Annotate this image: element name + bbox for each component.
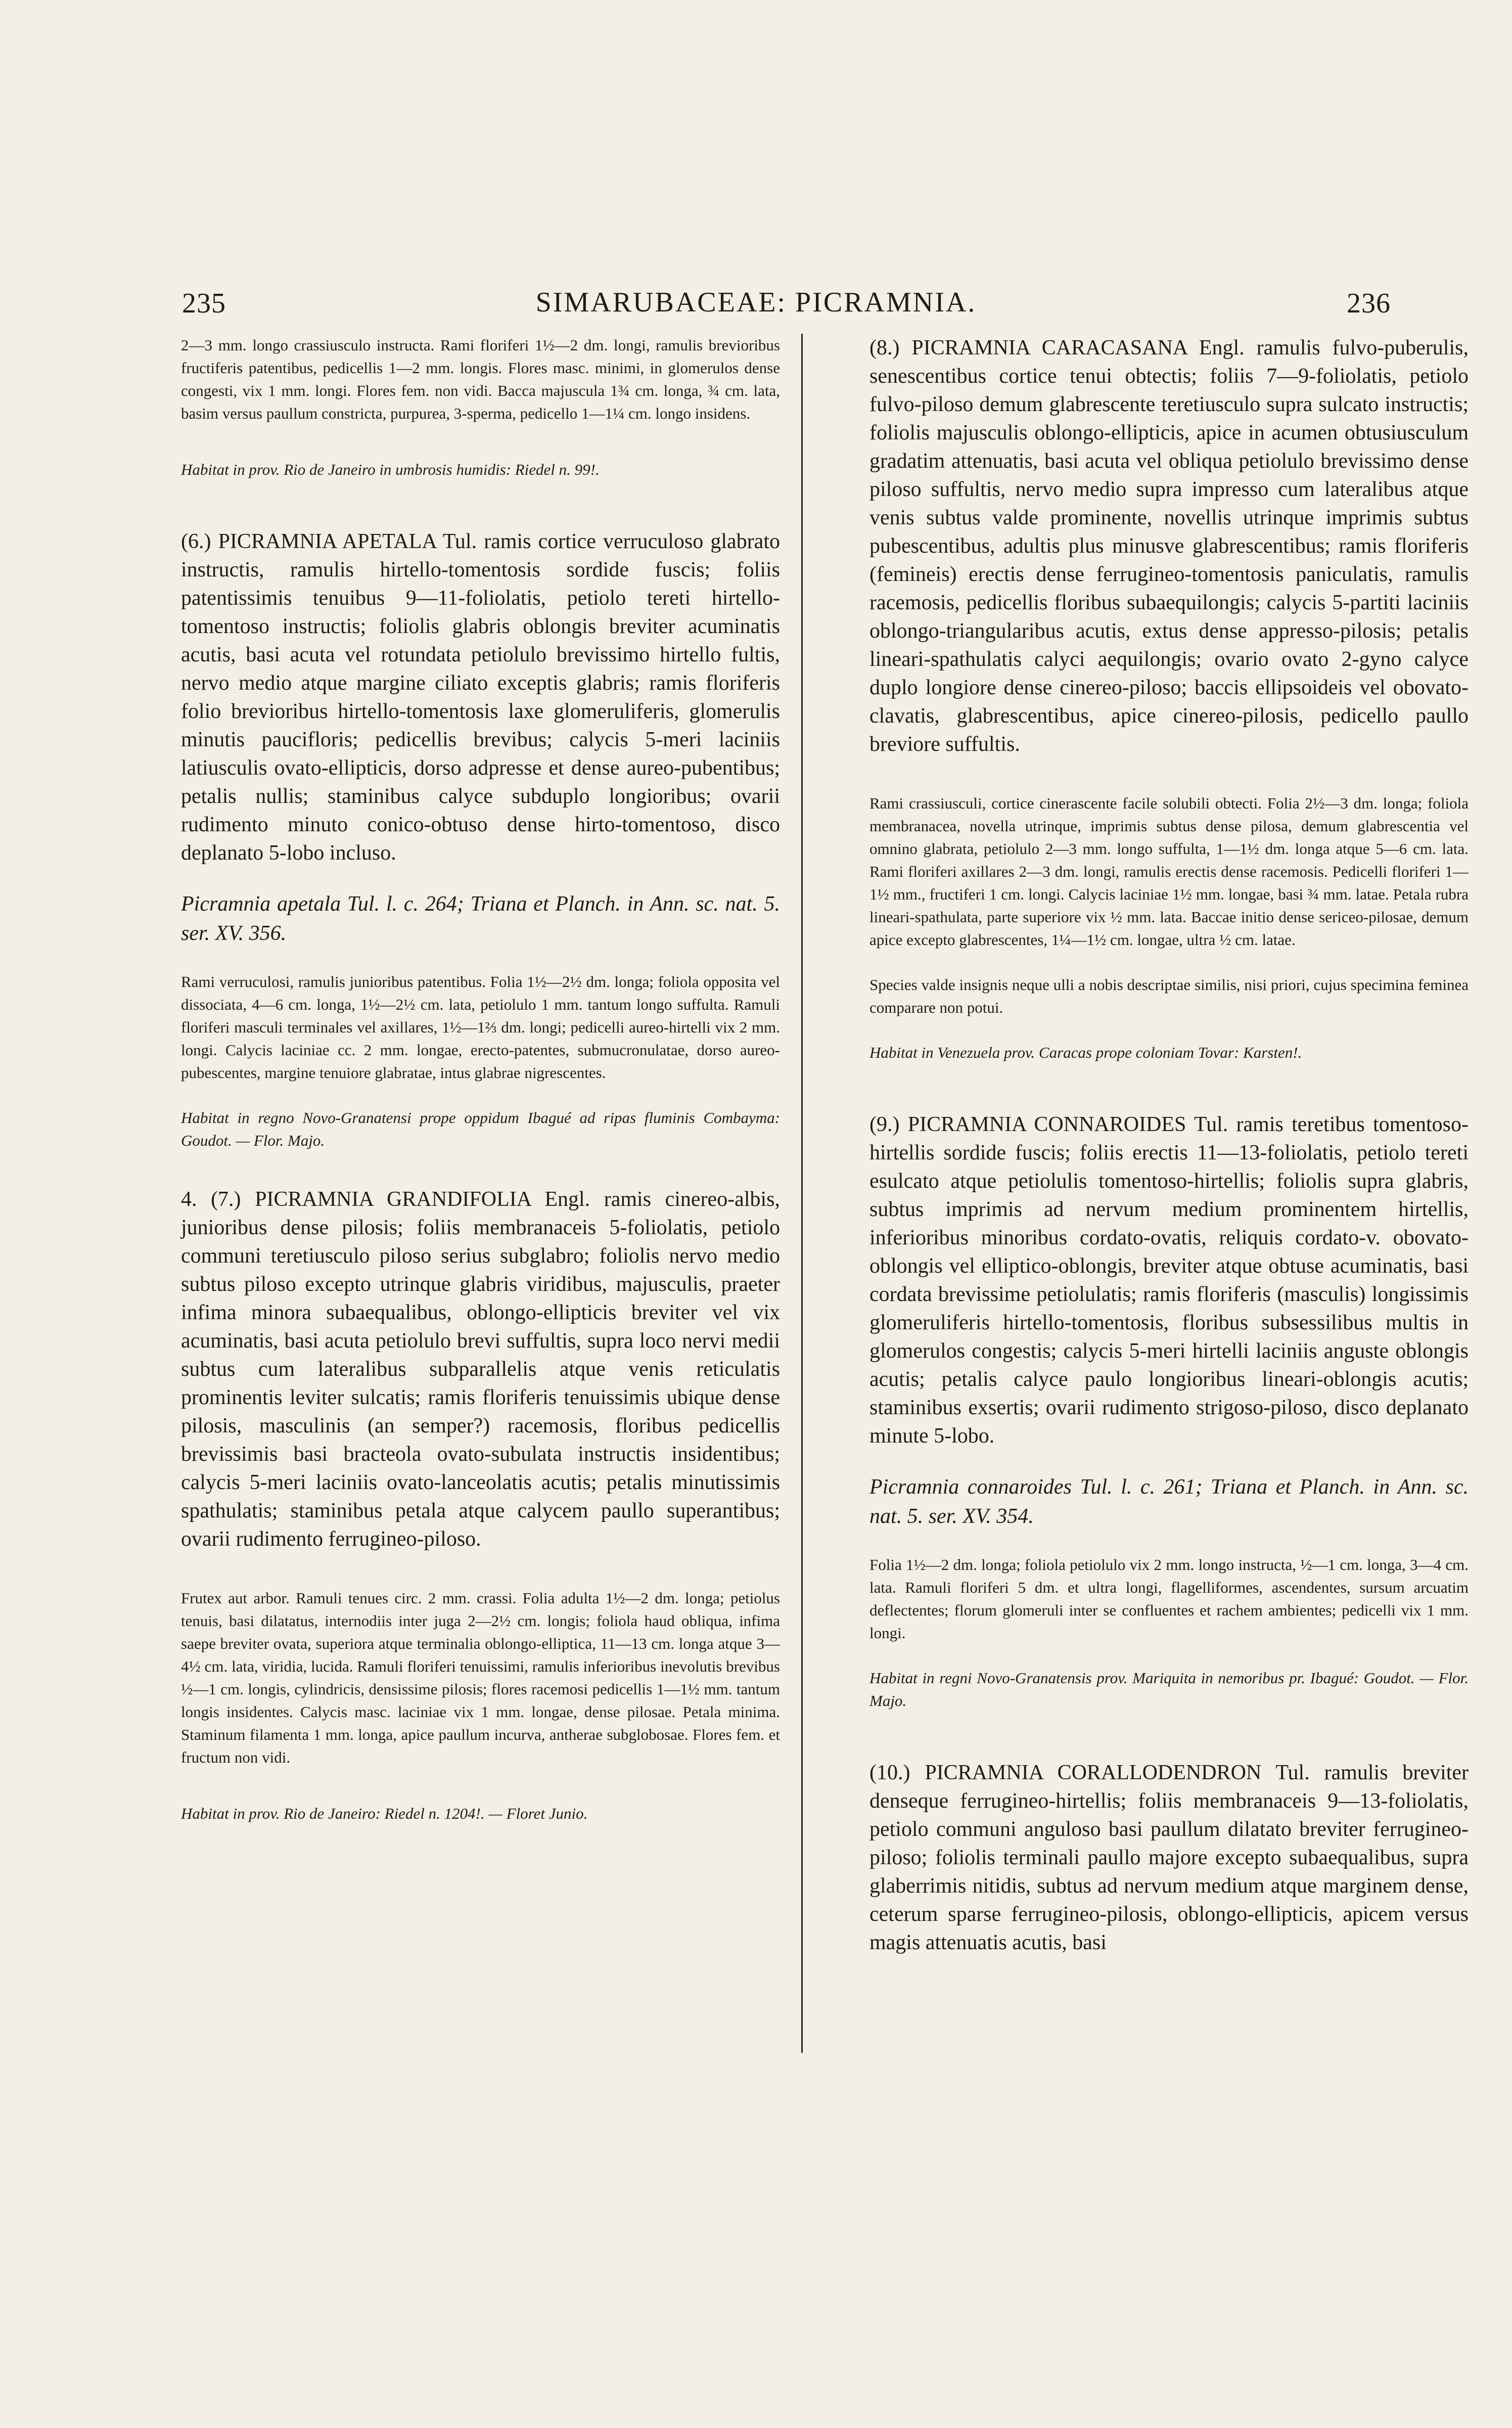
left-column <box>181 334 780 1825</box>
description-continued: 2—3 mm. longo crassiusculo instructa. Rami floriferi 1½—2 dm. longi, ramulis brevioribus fructiferis patentibus, pedicellis 1—2 mm. longis. Flores masc. minimi, in glomerulos dense congesti, vix 1 mm. longi. Flores fem. non vidi. Bacca majuscula 1¾ cm. longa, ¾ cm. lata, basim versus paullum constricta, purpurea, 3-sperma, pedicello 1—1¼ cm. longo insidens. <box>181 336 780 422</box>
right-column <box>869 334 1469 1957</box>
species-entry-corallodendron: (10.) PICRAMNIA CORALLODENDRON Tul. ramulis breviter denseque ferrugineo-hirtellis; foliis membranaceis 9—13-foliolatis, petiolo communi anguloso basi paullum dilatato breviter ferrugineo-piloso; foliolis terminali paullo majore excepto subaequalibus, supra glaberrimis nitidis, subtus ad nervum medium atque marginem dense, ceterum sparse ferrugineo-pilosis, oblongo-ellipticis, apicem versus magis attenuatis acutis, basi <box>869 1761 1469 1954</box>
description-paragraph: Rami crassiusculi, cortice cinerascente facile solubili obtecti. Folia 2½—3 dm. longa; foliola membranacea, novella utrinque, imprimis subtus dense pilosa, demum glabrescentia vel omnino glabrata, petiolulo 2—3 mm. longo suffulta, 1—1½ dm. longa atque 5—6 cm. lata. Rami floriferi axillares 2—3 dm. longi, ramulis erectis dense racemosis. Pedicelli floriferi 1—1½ mm., fructiferi 1 cm. longi. Calycis laciniae 1½ mm. longae, basi ¾ mm. latae. Petala rubra lineari-spathulata, parte superiore vix ½ mm. lata. Baccae initio dense sericeo-pilosae, demum apice excepto glabrescentes, 1¼—1½ cm. longae, ultra ½ cm. latae. <box>869 794 1469 949</box>
habitat-note: Habitat in prov. Rio de Janeiro in umbrosis humidis: Riedel n. 99!. <box>181 461 600 478</box>
description-paragraph: Folia 1½—2 dm. longa; foliola petiolulo vix 2 mm. longo instructa, ½—1 cm. longa, 3—4 cm. lata. Ramuli floriferi 5 dm. et ultra longi, flagelliformes, ascendentes, sursum arcuatim deflectentes; florum glomeruli inter se confluentes et rachem ambientes; pedicelli vix 1 mm. longi. <box>869 1556 1469 1642</box>
citation: Picramnia connaroides Tul. l. c. 261; Triana et Planch. in Ann. sc. nat. 5. ser. XV. 354. <box>869 1475 1469 1528</box>
remark-paragraph: Species valde insignis neque ulli a nobis descriptae similis, nisi priori, cujus specimina feminea comparare non potui. <box>869 976 1469 1016</box>
habitat-note: Habitat in prov. Rio de Janeiro: Riedel n. 1204!. — Floret Junio. <box>181 1805 588 1822</box>
species-entry-connaroides: (9.) PICRAMNIA CONNAROIDES Tul. ramis teretibus tomentoso-hirtellis sordide fuscis; foliis erectis 11—13-foliolatis, petiolo tereti esulcato atque petiolulis tomentoso-hirtellis; foliolis supra glabris, subtus imprimis ad nervum medium prominentem hirtellis, inferioribus minoribus cordato-ovatis, reliquis cordato-v. obovato-oblongis vel elliptico-oblongis, breviter atque obtuse acuminatis, basi cordata brevissime petiolulatis; ramis floriferis (masculis) longissimis glomeruliferis hirtello-tomentosis, floribus subsessilibus multis in glomerulos congestis; calycis 5-meri hirtelli laciniis anguste oblongis acutis; petalis calyce paulo longioribus lineari-oblongis acutis; staminibus exsertis; ovarii rudimento strigoso-piloso, disco deplanato minute 5-lobo. <box>869 1113 1469 1448</box>
habitat-note: Habitat in regno Novo-Granatensi prope oppidum Ibagué ad ripas fluminis Combayma: Goudot. — Flor. Majo. <box>181 1109 780 1149</box>
right-page-number: 236 <box>1347 288 1391 319</box>
habitat-note: Habitat in Venezuela prov. Caracas prope coloniam Tovar: Karsten!. <box>869 1044 1302 1061</box>
description-paragraph: Rami verruculosi, ramulis junioribus patentibus. Folia 1½—2½ dm. longa; foliola opposita vel dissociata, 4—6 cm. longa, 1½—2½ cm. lata, petiolulo 1 mm. tantum longo suffulta. Ramuli floriferi masculi terminales vel axillares, 1½—1⅔ dm. longi; pedicelli aureo-hirtelli vix 2 mm. longi. Calycis laciniae cc. 2 mm. longae, erecto-patentes, submucronulatae, dorso aureo-pubescentes, margine tenuiore glabratae, intus glabrae nigrescentes. <box>181 973 780 1082</box>
left-page-number: 235 <box>182 288 226 319</box>
running-title: SIMARUBACEAE: PICRAMNIA. <box>535 287 977 318</box>
column-divider <box>801 334 803 2053</box>
species-entry-caracasana: (8.) PICRAMNIA CARACASANA Engl. ramulis fulvo-puberulis, senescentibus cortice tenui obtectis; foliis 7—9-foliolatis, petiolo fulvo-piloso demum glabrescente teretiusculo supra sulcato instructis; foliolis majusculis oblongo-ellipticis, apice in acumen obtusiusculum gradatim attenuatis, basi acuta vel obliqua petiolulo brevissimo dense piloso suffultis, nervo medio supra impresso cum lateralibus atque venis subtus valde prominente, novellis utrinque imprimis subtus pubescentibus, adultis plus minusve glabrescentibus; ramis floriferis (femineis) erectis dense ferrugineo-tomentosis paniculatis, ramulis racemosis, pedicellis floribus subaequilongis; calycis 5-partiti laciniis oblongo-triangularibus acutis, extus dense appresso-pilosis; petalis lineari-spathulatis calyci aequilongis; ovario ovato 2-gyno calyce duplo longiore dense cinereo-piloso; baccis ellipsoideis vel obovato-clavatis, glabrescentibus, apice cinereo-pilosis, pedicello paullo breviore suffultis. <box>869 336 1469 756</box>
species-entry-grandifolia: 4. (7.) PICRAMNIA GRANDIFOLIA Engl. ramis cinereo-albis, junioribus dense pilosis; foliis membranaceis 5-foliolatis, petiolo communi teretiusculo piloso serius subglabro; foliolis nervo medio subtus piloso excepto utrinque glabris viridibus, majusculis, praeter infima minora subaequalibus, oblongo-ellipticis breviter vel vix acuminatis, basi acuta petiolulo brevi suffultis, supra loco nervi medii subtus cum lateralibus subparallelis atque venis reticulatis prominentis leviter sulcatis; ramis floriferis tenuissimis ubique dense pilosis, masculinis (an semper?) racemosis, floribus pedicellis brevissimis basi bracteola ovato-subulata instructis insidentibus; calycis 5-meri laciniis ovato-lanceolatis acutis; petalis minutissimis spathulatis; staminibus petala atque calycem paullo superantibus; ovarii rudimento ferrugineo-piloso. <box>181 1188 780 1551</box>
description-paragraph: Frutex aut arbor. Ramuli tenues circ. 2 mm. crassi. Folia adulta 1½—2 dm. longa; petiolus tenuis, basi dilatatus, internodiis inter juga 2—2½ cm. longis; foliola haud obliqua, infima saepe breviter ovata, superiora atque terminalia oblongo-elliptica, 11—13 cm. longa atque 3—4½ cm. lata, viridia, lucida. Ramuli floriferi tenuissimi, ramulis inferioribus inevolutis brevibus ½—1 cm. longis, cylindricis, densissime pilosis; flores racemosi pedicellis 1—1½ mm. tantum longis insidentes. Calycis masc. laciniae vix 1 mm. longae, dense pilosae. Petala minima. Staminum filamenta 1 mm. longa, apice paullum incurva, antherae subglobosae. Flores fem. et fructum non vidi. <box>181 1589 780 1766</box>
species-entry-apetala: (6.) PICRAMNIA APETALA Tul. ramis cortice verruculoso glabrato instructis, ramulis hirtello-tomentosis sordide fuscis; foliis patentissimis tenuibus 9—11-foliolatis, petiolo tereti hirtello-tomentoso instructis; foliolis glabris oblongis breviter acuminatis acutis, basi acuta vel rotundata petiolulo brevissimo hirtello fultis, nervo medio atque margine ciliato exceptis glabris; ramis floriferis folio brevioribus hirtello-tomentosis laxe glomeruliferis, glomerulis minutis paucifloris; pedicellis brevibus; calycis 5-meri laciniis latiusculis ovato-ellipticis, dorso adpresse et dense aureo-pubentibus; petalis nullis; staminibus calyce subduplo longioribus; ovarii rudimento minuto conico-obtuso dense hirto-tomentoso, disco deplanato 5-lobo incluso. <box>181 530 780 865</box>
habitat-note: Habitat in regni Novo-Granatensis prov. Mariquita in nemoribus pr. Ibagué: Goudot. — Flor. Majo. <box>869 1669 1469 1710</box>
citation: Picramnia apetala Tul. l. c. 264; Triana et Planch. in Ann. sc. nat. 5. ser. XV. 356. <box>181 892 780 945</box>
